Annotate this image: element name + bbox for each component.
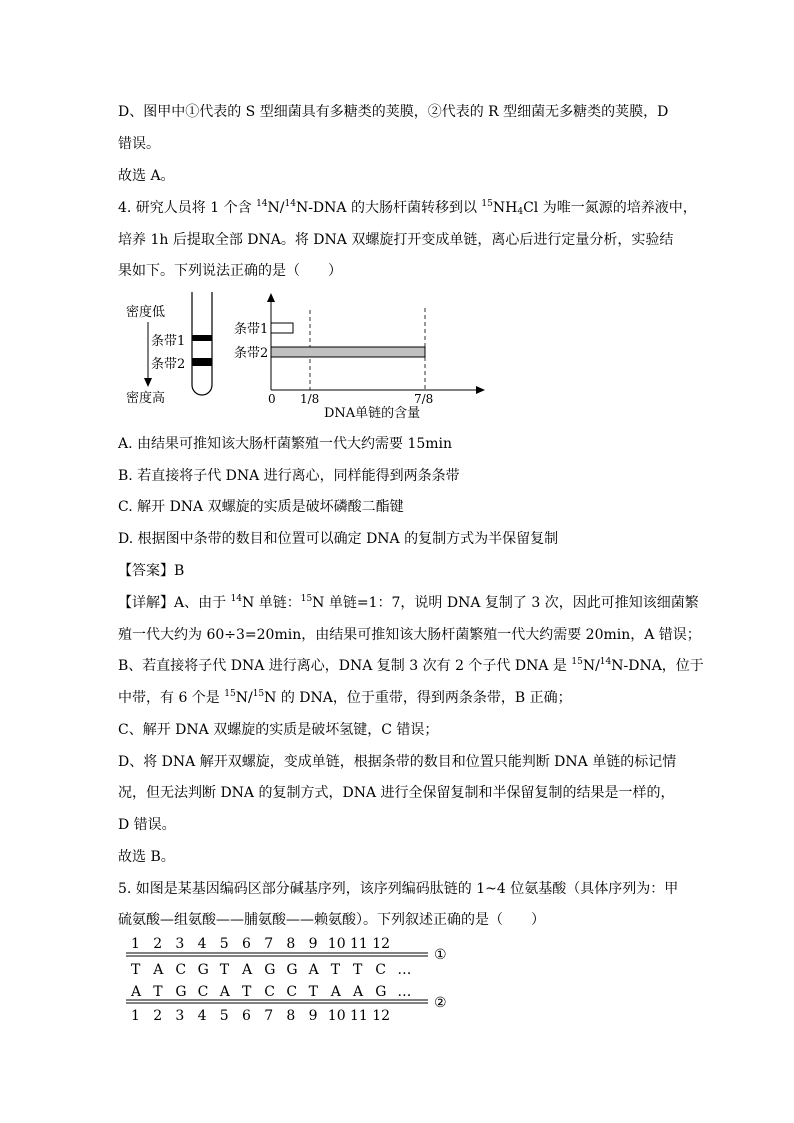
explanation-line: 故选 B。: [118, 849, 175, 865]
base-letter: G: [197, 962, 209, 978]
option-a: A. 由结果可推知该大肠杆菌繁殖一代大约需要 15min: [118, 436, 453, 452]
position-number: 8: [286, 1008, 296, 1024]
position-numbers-top: [131, 936, 390, 952]
tick-0: 0: [268, 392, 276, 406]
option-d: D. 根据图中条带的数目和位置可以确定 DNA 的复制方式为半保留复制: [118, 531, 559, 547]
tube-band1-label: 条带1: [151, 334, 186, 349]
dna-band-figure: [118, 290, 498, 425]
text-line: 故选 A。: [118, 168, 175, 184]
explanation-line: B、若直接将子代 DNA 进行离心，DNA 复制 3 次有 2 个子代 DNA 是 $^{15}$N/$^{14}$N-DNA，位于: [118, 657, 704, 674]
base-letter: G: [286, 962, 298, 978]
base-letter: T: [131, 962, 141, 978]
position-number: 2: [153, 1008, 163, 1024]
position-number: 6: [242, 936, 251, 952]
position-number: 9: [308, 1008, 318, 1024]
base-letter: C: [197, 984, 209, 1000]
chart-band2-label: 条带2: [234, 346, 269, 361]
position-number: 2: [153, 936, 163, 952]
text-line: 培养 1h 后提取全部 DNA。将 DNA 双螺旋打开变成单链，离心后进行定量分析，实验结: [118, 232, 674, 248]
base-letter: T: [153, 984, 163, 1000]
explanation-line: 中带，有 6 个是 $^{15}$N/$^{15}$N 的 DNA，位于重带，得到两条条带，B 正确；: [118, 689, 572, 706]
base-letter: A: [242, 962, 253, 978]
tube-band2-label: 条带2: [151, 357, 186, 372]
position-number: 9: [308, 936, 318, 952]
position-number: 6: [242, 1008, 251, 1024]
base-letter: A: [330, 984, 341, 1000]
explanation-line: 况，但无法判断 DNA 的复制方式，DNA 进行全保留复制和半保留复制的结果是一样的，: [118, 785, 675, 801]
position-number: 7: [264, 1008, 274, 1024]
position-number: 10: [327, 1008, 346, 1024]
text-line: 果如下。下列说法正确的是（ ）: [118, 263, 342, 279]
base-letter: …: [397, 984, 412, 1000]
tick-7-8: 7/8: [414, 392, 434, 406]
density-high-label: 密度高: [126, 391, 166, 406]
base-letter: G: [375, 984, 387, 1000]
chart-band1-label: 条带1: [234, 322, 269, 337]
position-number: 11: [350, 1008, 368, 1024]
explanation-line: 【详解】A、由于 $^{14}$N 单链：$^{15}$N 单链=1：7，说明 DNA 复制了 3 次，因此可推知该细菌繁: [118, 594, 699, 611]
strand-2-marker: ②: [434, 995, 447, 1011]
tube-band-2: [192, 358, 212, 366]
position-number: 10: [327, 936, 346, 952]
position-number: 1: [131, 1008, 140, 1024]
base-letter: …: [397, 962, 412, 978]
text-line: D、图甲中①代表的 S 型细菌具有多糖类的荚膜，②代表的 R 型细菌无多糖类的荚膜，D: [118, 104, 669, 120]
base-letter: C: [375, 962, 386, 978]
chart-bar-band1: [271, 323, 293, 333]
explanation-line: C、解开 DNA 双螺旋的实质是破坏氢键，C 错误；: [118, 722, 439, 738]
chart-bar-band2: [271, 347, 425, 357]
base-letter: G: [264, 962, 276, 978]
base-letter: A: [131, 984, 142, 1000]
position-number: 12: [372, 1008, 391, 1024]
base-letter: G: [175, 984, 187, 1000]
base-letter: A: [308, 962, 319, 978]
position-number: 3: [175, 1008, 185, 1024]
question-5-line: 硫氨酸—组氨酸——脯氨酸——赖氨酸）。下列叙述正确的是（ ）: [118, 912, 545, 928]
position-number: 3: [175, 936, 185, 952]
position-number: 7: [264, 936, 274, 952]
question-5-line: 5. 如图是某基因编码区部分碱基序列，该序列编码肽链的 1~4 位氨基酸（具体序列为：甲: [118, 881, 679, 897]
position-numbers-bottom: [131, 1008, 390, 1024]
position-number: 8: [286, 936, 296, 952]
base-sequence-figure: [118, 930, 478, 1025]
base-letter: C: [264, 984, 275, 1000]
position-number: 5: [219, 1008, 229, 1024]
x-axis-label: DNA单链的含量: [324, 406, 421, 421]
base-letter: T: [330, 962, 341, 978]
position-number: 1: [131, 936, 140, 952]
position-number: 4: [197, 936, 207, 952]
explanation-line: D 错误。: [118, 817, 176, 833]
position-number: 5: [219, 936, 229, 952]
text-line: 错误。: [118, 136, 160, 152]
tick-1-8: 1/8: [300, 392, 320, 406]
answer-line: 【答案】B: [118, 563, 185, 579]
base-letter: A: [353, 984, 364, 1000]
option-b: B. 若直接将子代 DNA 进行离心，同样能得到两条条带: [118, 468, 460, 484]
strand-2-bases: [130, 984, 411, 1000]
base-letter: C: [286, 984, 298, 1000]
position-number: 4: [197, 1008, 207, 1024]
option-c: C. 解开 DNA 双螺旋的实质是破坏磷酸二酯键: [118, 499, 404, 515]
position-number: 12: [372, 936, 391, 952]
base-letter: T: [219, 962, 230, 978]
explanation-line: 殖一代大约为 60÷3=20min，由结果可推知该大肠杆菌繁殖一代大约需要 20min，A 错误；: [118, 627, 701, 643]
tube-band-1: [192, 335, 212, 341]
base-letter: T: [353, 962, 363, 978]
strand-1-marker: ①: [434, 947, 447, 963]
base-letter: C: [175, 962, 187, 978]
question-4-line: 4. 研究人员将 1 个含 $^{14}$N/$^{14}$N-DNA 的大肠杆菌转移到以 $^{15}NH_4Cl$ 为唯一氮源的培养液中，: [118, 199, 697, 217]
base-letter: A: [219, 984, 230, 1000]
strand-1-bases: [131, 962, 411, 978]
base-letter: A: [153, 962, 164, 978]
base-letter: T: [242, 984, 252, 1000]
explanation-line: D、将 DNA 解开双螺旋，变成单链，根据条带的数目和位置只能判断 DNA 单链的标记情: [118, 754, 677, 770]
base-letter: T: [308, 984, 318, 1000]
density-low-label: 密度低: [126, 305, 166, 320]
position-number: 11: [350, 936, 368, 952]
test-tube: [192, 292, 212, 395]
